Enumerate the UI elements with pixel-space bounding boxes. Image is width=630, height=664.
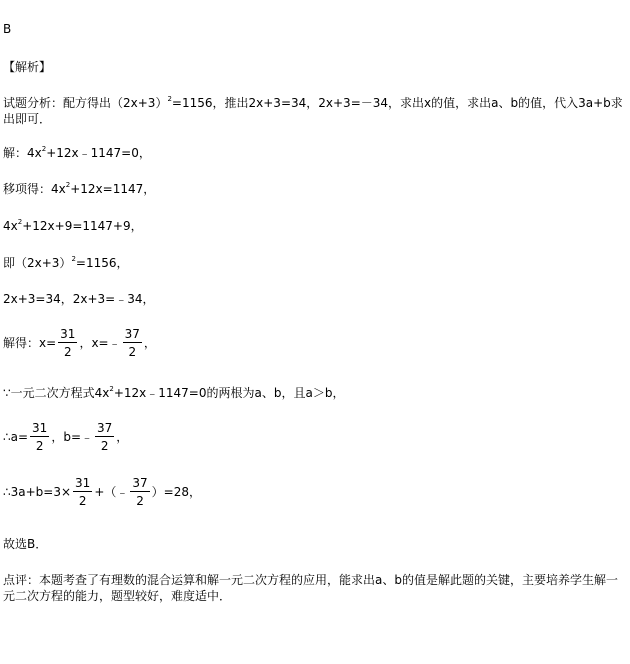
step-2-a: 移项得：4x <box>3 182 66 196</box>
fraction-denominator: 2 <box>78 494 87 508</box>
analysis-sup: 2 <box>167 95 172 103</box>
fraction-numerator: 31 <box>60 327 76 341</box>
analysis-text-b: =1156，推出2x+3=34，2x+3=－34，求出x的值，求出a、b的值，代入3a+b求出即可． <box>3 96 623 126</box>
step-2-sup: 2 <box>65 181 71 189</box>
fraction-numerator: 37 <box>124 327 140 341</box>
analysis-heading <box>3 60 51 74</box>
fraction-denominator: 2 <box>136 494 144 508</box>
fraction-denominator: 2 <box>35 439 44 453</box>
step-8-a: ∴a= <box>3 430 29 444</box>
step-1-a: 解：4x <box>3 146 42 160</box>
fraction-denominator: 2 <box>100 439 109 453</box>
fraction-numerator: 37 <box>97 421 113 435</box>
fraction-denominator: 2 <box>128 345 137 359</box>
step-6-mid: ，x=﹣ <box>79 336 121 350</box>
step-9-end: ）=28， <box>151 485 201 499</box>
fraction-31-2 <box>30 421 49 453</box>
step-8 <box>3 421 128 453</box>
step-10-text: 故选B． <box>3 537 48 551</box>
fraction-37-2 <box>123 327 142 359</box>
answer-text: B <box>3 22 12 36</box>
step-1-b: +12x﹣1147=0， <box>46 146 151 160</box>
step-1-sup: 2 <box>41 145 47 153</box>
analysis-paragraph <box>3 95 627 127</box>
step-9-a: ∴3a+b=3× <box>3 485 72 499</box>
step-4-b: =1156， <box>75 256 129 270</box>
step-8-end: ， <box>116 430 129 444</box>
step-2-b: +12x=1147， <box>70 182 156 196</box>
step-4-sup: 2 <box>71 255 76 263</box>
comment-paragraph <box>3 572 627 604</box>
step-10 <box>3 537 47 551</box>
fraction-denominator: 2 <box>63 345 72 359</box>
comment-text: 本题考查了有理数的混合运算和解一元二次方程的应用，能求出a、b的值是解此题的关键，主要培养学生解一元二次方程的能力，题型较好，难度适中． <box>3 573 618 603</box>
step-6-a: 解得：x= <box>3 336 57 350</box>
step-4-a: 即（2x+3） <box>3 256 72 270</box>
step-5 <box>3 292 155 306</box>
step-8-mid: ，b=﹣ <box>51 430 94 444</box>
step-7-sup: 2 <box>109 385 114 393</box>
step-4 <box>3 256 129 270</box>
step-3-b: +12x+9=1147+9， <box>22 219 143 233</box>
fraction-numerator: 31 <box>75 476 91 490</box>
comment-label: 点评： <box>3 573 40 587</box>
step-1 <box>3 146 151 160</box>
step-7 <box>3 386 344 400</box>
step-9-mid: +（﹣ <box>94 485 129 499</box>
fraction-numerator: 31 <box>32 421 48 435</box>
step-3 <box>3 219 143 233</box>
analysis-text-a: 配方得出（2x+3） <box>63 96 168 110</box>
analysis-label: 试题分析： <box>3 96 64 110</box>
step-3-sup: 2 <box>17 218 23 226</box>
fraction-37-2 <box>130 476 149 508</box>
step-6-end: ， <box>143 336 156 350</box>
step-3-a: 4x <box>3 219 18 233</box>
step-6 <box>3 327 156 359</box>
step-7-b: +12x﹣1147=0的两根为a、b，且a＞b， <box>113 386 345 400</box>
fraction-37-2 <box>95 421 114 453</box>
answer-line <box>3 22 11 36</box>
step-7-a: ∵一元二次方程式4x <box>3 386 110 400</box>
step-2 <box>3 182 155 196</box>
fraction-31-2 <box>73 476 92 508</box>
fraction-numerator: 37 <box>132 476 148 490</box>
fraction-31-2 <box>58 327 77 359</box>
step-9 <box>3 476 201 508</box>
step-5-text: 2x+3=34，2x+3=﹣34， <box>3 292 155 306</box>
heading-text: 【解析】 <box>3 60 52 74</box>
